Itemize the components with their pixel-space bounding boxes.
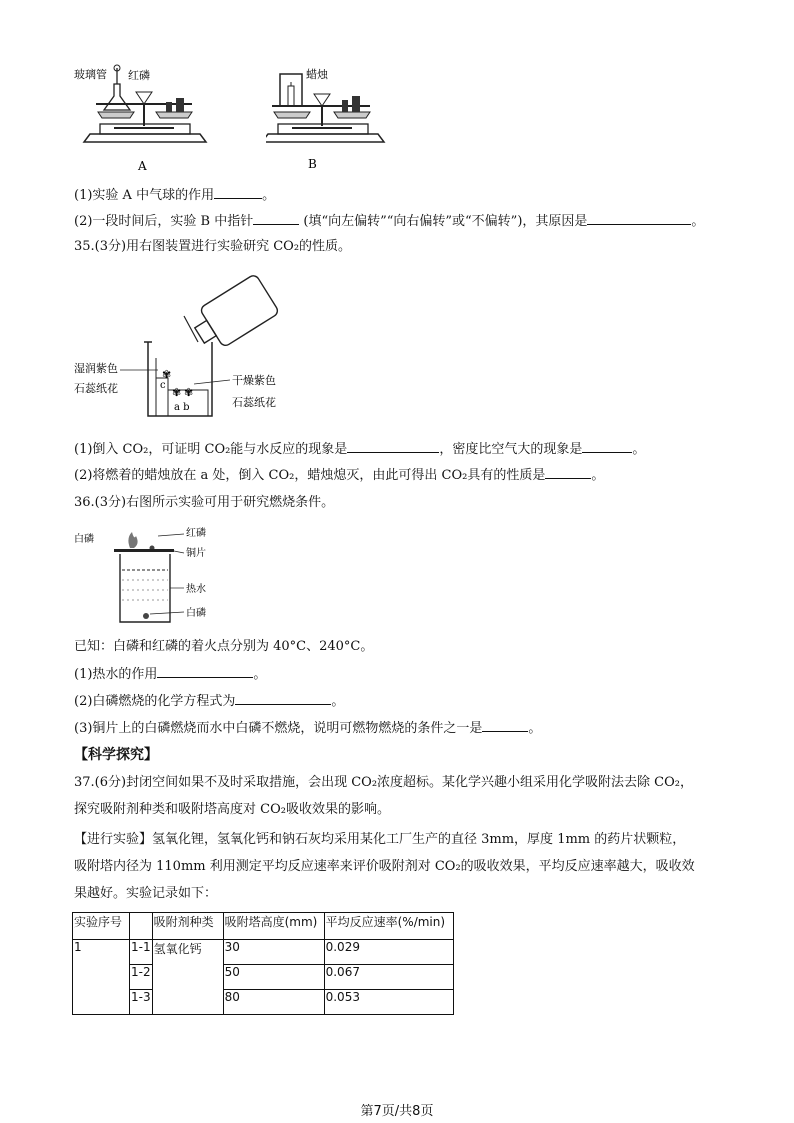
flower-icon: ✾ xyxy=(184,386,194,399)
label-wet-2: 石蕊纸花 xyxy=(74,382,118,395)
table-cell-id: 1-3 xyxy=(130,990,153,1015)
table-header: 吸附剂种类 xyxy=(152,913,223,940)
table-cell-id: 1-1 xyxy=(130,940,153,965)
label-candle: 蜡烛 xyxy=(306,68,328,81)
label-white-phosphorus-top: 白磷 xyxy=(74,534,94,545)
q35-title: 35.(3分)用右图装置进行实验研究 CO₂的性质。 xyxy=(74,239,352,254)
q35-part2: (2)将燃着的蜡烛放在 a 处，倒入 CO₂，蜡烛熄灭，由此可得出 CO₂具有的性质是 。 xyxy=(74,468,605,483)
answer-blank[interactable] xyxy=(253,212,299,225)
table-row xyxy=(73,940,454,965)
answer-blank[interactable] xyxy=(235,692,331,705)
q36-part3: (3)铜片上的白磷燃烧而水中白磷不燃烧，说明可燃物燃烧的条件之一是 。 xyxy=(74,721,542,736)
q36-part2: (2)白磷燃烧的化学方程式为 。 xyxy=(74,694,345,709)
figure-combustion xyxy=(74,526,234,626)
table-row xyxy=(73,990,454,1015)
label-white-phosphorus-bottom: 白磷 xyxy=(186,608,206,619)
table-cell-id: 1-2 xyxy=(130,965,153,990)
figure-co2-beaker xyxy=(74,266,294,424)
q37-line1: 37.(6分)封闭空间如果不及时采取措施，会出现 CO₂浓度超标。某化学兴趣小组采用化学吸附法去除 CO₂， xyxy=(74,775,693,790)
table-cell-rate: 0.029 xyxy=(324,940,453,965)
mark-ab: a b xyxy=(174,402,190,413)
label-dry-1: 干燥紫色 xyxy=(232,374,276,387)
q35-part1: (1)倒入 CO₂，可证明 CO₂能与水反应的现象是 ，密度比空气大的现象是 。 xyxy=(74,442,646,457)
q36-known: 已知：白磷和红磷的着火点分别为 40°C、240°C。 xyxy=(74,639,374,654)
table-header: 平均反应速率(%/min) xyxy=(324,913,453,940)
answer-blank[interactable] xyxy=(582,440,632,453)
table-cell-group: 1 xyxy=(73,940,130,1015)
label-wet-1: 湿润紫色 xyxy=(74,362,118,375)
label-dry-2: 石蕊纸花 xyxy=(232,396,276,409)
label-glass-tube: 玻璃管 xyxy=(74,68,107,81)
answer-blank[interactable] xyxy=(482,719,528,732)
answer-blank[interactable] xyxy=(214,186,262,199)
table-header: 实验序号 xyxy=(73,913,130,940)
table-cell-rate: 0.067 xyxy=(324,965,453,990)
answer-blank[interactable] xyxy=(587,212,691,225)
label-copper-sheet: 铜片 xyxy=(186,548,206,559)
table-row xyxy=(73,965,454,990)
answer-blank[interactable] xyxy=(347,440,439,453)
figure-balance-a xyxy=(74,62,214,174)
table-cell-rate: 0.053 xyxy=(324,990,453,1015)
figure-balance-b xyxy=(266,62,406,174)
q36-part1: (1)热水的作用 。 xyxy=(74,667,267,682)
table-cell-height: 80 xyxy=(223,990,324,1015)
table-cell-adsorbent: 氢氧化钙 xyxy=(152,940,223,1015)
page-footer: 第7页/共8页 xyxy=(360,1104,434,1119)
section-title: 【科学探究】 xyxy=(74,747,158,763)
label-red-phosphorus: 红磷 xyxy=(128,69,150,82)
table-header-row xyxy=(73,913,454,940)
q37-line5: 果越好。实验记录如下： xyxy=(74,886,218,901)
flower-icon: ✾ xyxy=(162,368,172,381)
table-cell-height: 50 xyxy=(223,965,324,990)
answer-blank[interactable] xyxy=(157,665,253,678)
table-header: 吸附塔高度(mm) xyxy=(223,913,324,940)
table-header xyxy=(130,913,153,940)
q37-line2: 探究吸附剂种类和吸附塔高度对 CO₂吸收效果的影响。 xyxy=(74,802,390,817)
answer-blank[interactable] xyxy=(545,466,591,479)
experiment-record-table xyxy=(72,912,454,1015)
q34-part2: (2)一段时间后，实验 B 中指针 (填“向左偏转”“向右偏转”或“不偏转”)，其原因是 。 xyxy=(74,214,705,229)
q37-line4: 吸附塔内径为 110mm 利用测定平均反应速率来评价吸附剂对 CO₂的吸收效果，平均反应速率越大，吸收效 xyxy=(74,859,695,874)
flower-icon: ✾ xyxy=(172,386,182,399)
q37-line3: 【进行实验】氢氧化锂，氢氧化钙和钠石灰均采用某化工厂生产的直径 3mm，厚度 1mm 的药片状颗粒， xyxy=(74,832,686,847)
q36-title: 36.(3分)右图所示实验可用于研究燃烧条件。 xyxy=(74,495,335,510)
caption-b: B xyxy=(308,157,317,171)
caption-a: A xyxy=(138,159,147,173)
table-cell-height: 30 xyxy=(223,940,324,965)
label-red-phosphorus: 红磷 xyxy=(186,528,206,539)
q34-part1: (1)实验 A 中气球的作用 。 xyxy=(74,188,276,203)
label-hot-water: 热水 xyxy=(186,584,206,595)
mark-c: c xyxy=(160,380,166,391)
